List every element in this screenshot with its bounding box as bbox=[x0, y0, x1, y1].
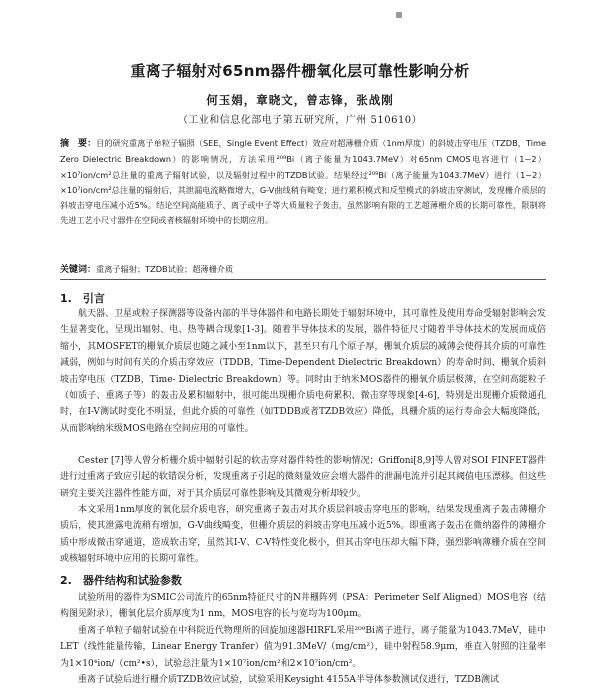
scan-artifact bbox=[396, 12, 402, 18]
divider-line bbox=[60, 279, 546, 280]
paragraph: 试验所用的器件为SMIC公司流片的65nm特征尺寸的N井栅阵列（PSA：Perimeter Self Aligned）MOS电容（结构图见附录），栅氧化层介质厚度为1 nm，MOS电容的长与宽均为100μm。 bbox=[60, 593, 546, 620]
abstract-text: 目的研究重离子单粒子辐照（SEE，Single Event Effect）效应对超薄栅介质（1nm厚度）的斜坡击穿电压（TZDB，Time Zero Dielectric Breakdown）的影响情况，方法采用²⁰⁹Bi（离子能量为1043.7MeV）对65nm CMOS电容进行（1~2）×10⁷ion/cm²总注量的重离子辐射试验，以及辐射过程中的TZDB试验。结果经过²⁰⁹Bi（离子能量为1043.7MeV）进行（1~2）×10⁷ion/cm²总注量的辐射后，其泄漏电流略微增大，G-V曲线稍有畸变；进行累积模式和反型模式的斜坡击穿测试，发现栅介质层的斜坡击穿电压减小近5%。结论空间高能质子、离子或中子等大质量粒子轰击，虽然影响有限的工艺超薄栅介质的长期可靠性，限制将先进工艺小尺寸器件在空间或者核辐射环境中的长期应用。 bbox=[60, 138, 546, 226]
abstract-block bbox=[60, 136, 546, 229]
paper-title: 重离子辐射对65nm器件栅氧化层可靠性影响分析 bbox=[130, 62, 470, 80]
paragraph: 航天器、卫星或粒子探测器等设备内部的半导体器件和电路长期处于辐射环境中，其可靠性及使用寿命受辐射影响会发生显著变化，呈现出辐射、电、热等耦合现象[1-3]。随着半导体技术的发展，器件特征尺寸随着半导体技术的发展而成倍缩小，其MOSFET的栅氧介质层也随之减小至1nm以下，甚至只有几个原子厚，栅氧介质层的减薄会使得其介质的可靠性减弱，例如与时间有关的介质击穿效应（TDDB，Time-Dependent Dielectric Breakdown）的寿命时间、栅氧介质斜坡击穿电压（TZDB，Time- Dielectric Breakdown）等。同时由于纳米MOS器件的栅氧介质层极薄，在空间高能粒子（如质子、重离子等）的轰击及累积辐射中，很可能出现栅介质电荷累积、微击穿等现象[4-6]，特别是出现栅介质微通孔时，在I-V测试时变化不明显，但此介质的可靠性（如TDDB或者TZDB效应）降低，具栅介质的运行寿命会大幅度降低，从而影响纳米级MOS电路在空间应用的可靠性。 bbox=[60, 309, 547, 434]
keywords-label: 关键词： bbox=[60, 265, 97, 275]
keywords-block bbox=[60, 262, 546, 275]
section-heading-device-structure: 2. 器件结构和试验参数 bbox=[60, 574, 182, 587]
paragraph: 重离子单粒子辐射试验在中科院近代物理所的回旋加速器HIRFL采用²⁰⁹Bi离子进行，离子能量为1043.7MeV，硅中LET（线性能量传输，Linear Energy Tranfer）值为91.3MeV/（mg/cm²），硅中射程58.9μm，垂直入射照的注量率为1×10⁴ion/（cm²•s），试验总注量为1×10⁷ion/cm²和2×10⁷ion/cm²。 bbox=[60, 626, 546, 669]
paragraph: 重离子试验后进行栅介质TZDB效应试验，试验采用Keysight 4155A半导体参数测试仪进行，TZDB测试 bbox=[78, 675, 500, 685]
paragraph: Cester [7]等人曾分析栅介质中辐射引起的软击穿对器件特性的影响情况；Griffoni[8,9]等人曾对SOI FINFET器件进行过重离子致应引起的软错误分析，发现重离子引起的微刻量效应会增大器件的泄漏电流并引起其阈值电压漂移。但这些研究主要关注器件性能方面，对于其介质层可靠性影响及其微观分析却较少。 bbox=[60, 456, 547, 499]
affiliation: （工业和信息化部电子第五研究所，广州 510610） bbox=[177, 115, 423, 126]
author-list: 何玉娟，章晓文，曾志锋，张战刚 bbox=[206, 93, 394, 107]
keywords-text: 重离子辐射；TZDB试验；超薄栅介质 bbox=[96, 264, 234, 274]
paragraph: 本文采用1nm厚度的氧化层介质电容，研究重离子轰击对其介质层斜坡击穿电压的影响，结果发现重离子轰击薄栅介质后，使其泄露电流稍有增加，G-V曲线畸变，但栅介质层的斜坡击穿电压减小近5%。即重离子轰击在微纳器件的薄栅介质中形成微击穿通道，造成软击穿，虽然其I-V、C-V特性变化极小，但其击穿电压却大幅下降，强烈影响薄栅介质在空间或核辐射环境中应用的长期可靠性。 bbox=[60, 505, 546, 565]
section-heading-introduction: 1. 引言 bbox=[60, 292, 105, 305]
abstract-label: 摘 要： bbox=[60, 139, 97, 149]
